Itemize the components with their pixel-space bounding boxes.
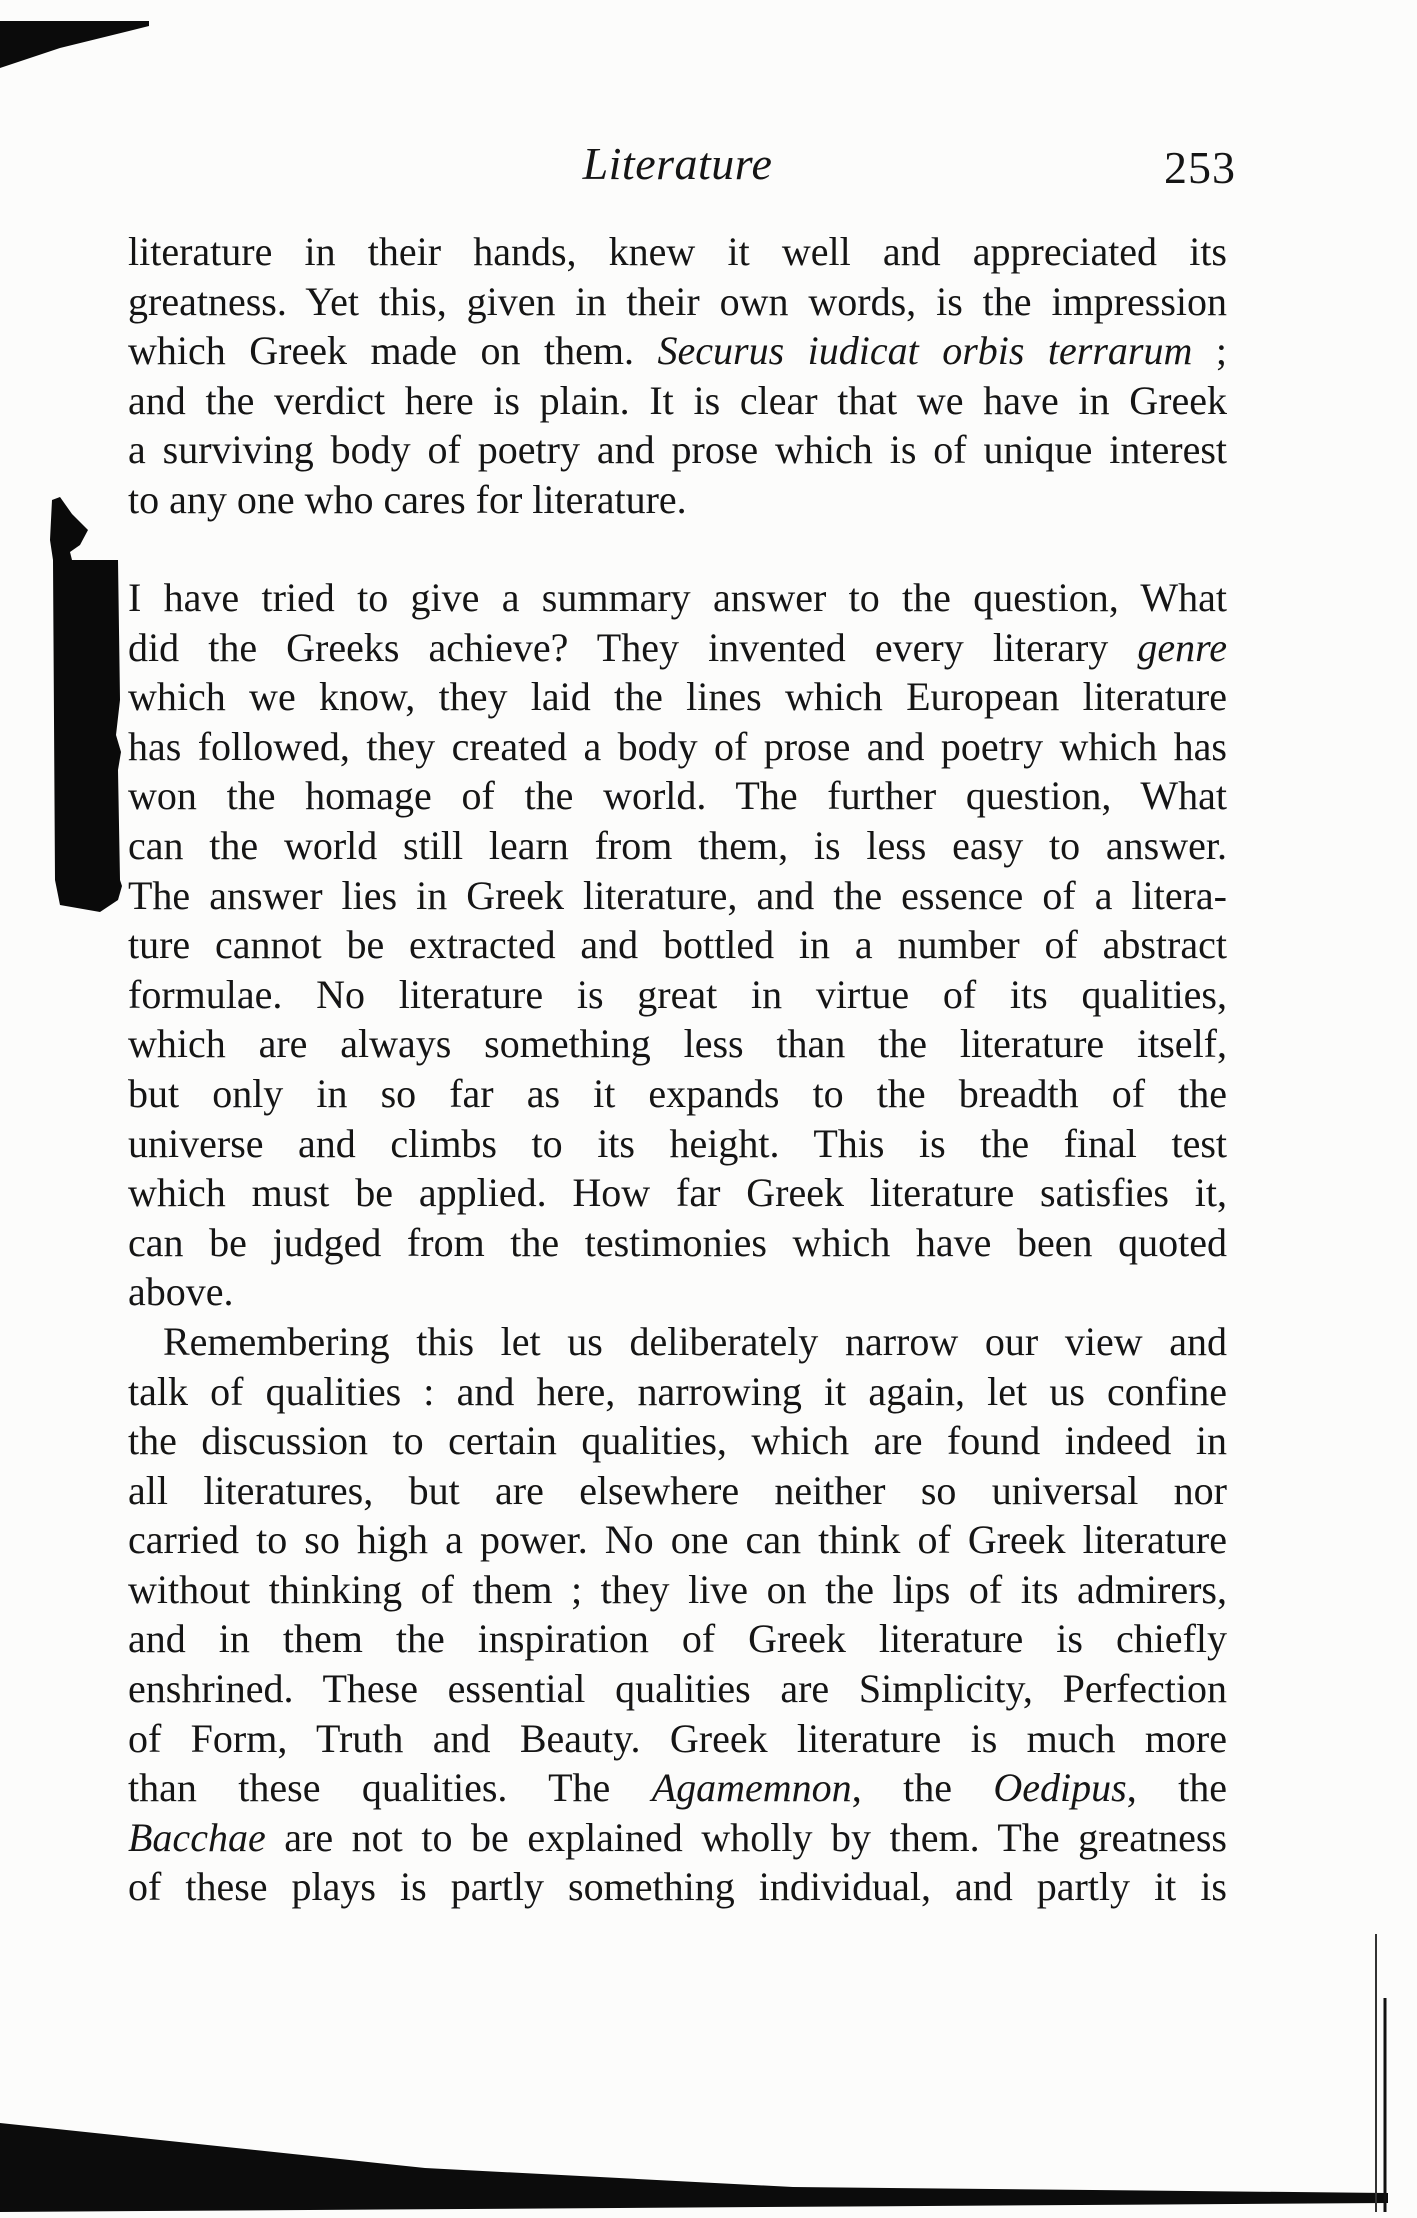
text-run: and in them the inspiration of Greek literature is chiefly bbox=[128, 1616, 1227, 1662]
text-block-upper bbox=[128, 227, 1227, 525]
text-run: are not to be explained wholly by them. The greatness bbox=[265, 1814, 1227, 1860]
text-run: did the Greeks achieve? They invented every literary bbox=[128, 624, 1138, 670]
text-line bbox=[128, 1614, 1227, 1664]
text-run: enshrined. These essential qualities are Simplicity, Perfection bbox=[128, 1666, 1227, 1712]
text-run: can the world still learn from them, is less easy to answer. bbox=[128, 822, 1227, 868]
text-line bbox=[128, 1168, 1227, 1218]
text-run: formulae. No literature is great in virtue of its qualities, bbox=[128, 971, 1227, 1017]
text-line bbox=[128, 970, 1227, 1020]
text-run: without thinking of them ; they live on the lips of its admirers, bbox=[128, 1566, 1227, 1612]
scan-shadow-left-margin bbox=[50, 497, 122, 912]
text-line bbox=[128, 1416, 1227, 1466]
text-line bbox=[128, 623, 1227, 673]
text-run: greatness. Yet this, given in their own words, is the impression bbox=[128, 278, 1227, 324]
text-run: which are always something less than the literature itself, bbox=[128, 1021, 1227, 1067]
text-run: a surviving body of poetry and prose which is of unique interest bbox=[128, 427, 1227, 473]
text-run: ture cannot be extracted and bottled in a number of abstract bbox=[128, 922, 1227, 968]
italic-text: Agamemnon bbox=[651, 1765, 852, 1811]
italic-text: Oedipus bbox=[993, 1765, 1127, 1811]
text-line bbox=[128, 1119, 1227, 1169]
text-run: but only in so far as it expands to the breadth of the bbox=[128, 1070, 1227, 1116]
text-line bbox=[128, 573, 1227, 623]
text-run: has followed, they created a body of prose and poetry which has bbox=[128, 723, 1227, 769]
text-run: , the bbox=[1126, 1765, 1227, 1811]
text-block-main bbox=[128, 573, 1227, 1912]
text-line bbox=[128, 1515, 1227, 1565]
text-line bbox=[128, 1367, 1227, 1417]
text-line bbox=[128, 1714, 1227, 1764]
text-line bbox=[128, 1069, 1227, 1119]
scan-shadow-top-left bbox=[0, 21, 149, 68]
italic-text: Securus iudicat orbis terrarum bbox=[657, 328, 1193, 374]
text-line bbox=[128, 1664, 1227, 1714]
running-head bbox=[128, 136, 1236, 192]
text-line bbox=[128, 1267, 1227, 1317]
text-run: won the homage of the world. The further question, What bbox=[128, 773, 1227, 819]
text-run: universe and climbs to its height. This is the final test bbox=[128, 1120, 1227, 1166]
text-line bbox=[128, 821, 1227, 871]
italic-text: Bacchae bbox=[128, 1814, 266, 1860]
text-run: of Form, Truth and Beauty. Greek literature is much more bbox=[128, 1715, 1227, 1761]
text-line bbox=[128, 1763, 1227, 1813]
page-number: 253 bbox=[1164, 142, 1236, 193]
text-run: The answer lies in Greek literature, and the essence of a litera- bbox=[128, 872, 1227, 918]
text-run: which we know, they laid the lines which European literature bbox=[128, 674, 1227, 720]
text-run: , the bbox=[851, 1765, 994, 1811]
text-run: and the verdict here is plain. It is clear that we have in Greek bbox=[128, 377, 1227, 423]
text-line bbox=[128, 722, 1227, 772]
text-run: ; bbox=[1192, 328, 1227, 374]
text-line bbox=[128, 227, 1227, 277]
text-run: to any one who cares for literature. bbox=[128, 476, 687, 522]
text-line bbox=[128, 1565, 1227, 1615]
text-run: literature in their hands, knew it well and appreciated its bbox=[128, 229, 1227, 274]
running-title: Literature bbox=[582, 138, 773, 189]
scan-shadow-bottom bbox=[0, 2123, 1388, 2212]
text-run: I have tried to give a summary answer to the question, What bbox=[128, 575, 1227, 620]
paragraph-3 bbox=[128, 1317, 1227, 1912]
text-line bbox=[128, 672, 1227, 722]
text-run: all literatures, but are elsewhere neither so universal nor bbox=[128, 1467, 1227, 1513]
text-run: the discussion to certain qualities, which are found indeed in bbox=[128, 1418, 1227, 1464]
text-line bbox=[128, 1218, 1227, 1268]
italic-text: genre bbox=[1137, 624, 1227, 670]
text-run: than these qualities. The bbox=[128, 1765, 652, 1811]
text-run: which Greek made on them. bbox=[128, 328, 658, 374]
text-line bbox=[128, 326, 1227, 376]
paragraph-1 bbox=[128, 227, 1227, 525]
text-line bbox=[128, 871, 1227, 921]
text-line bbox=[128, 277, 1227, 327]
text-run: can be judged from the testimonies which have been quoted bbox=[128, 1219, 1227, 1265]
text-line bbox=[128, 1466, 1227, 1516]
text-line bbox=[128, 771, 1227, 821]
text-run: which must be applied. How far Greek literature satisfies it, bbox=[128, 1170, 1227, 1216]
paragraph-2 bbox=[128, 573, 1227, 1317]
text-run: Remembering this let us deliberately narrow our view and bbox=[163, 1318, 1227, 1364]
text-line bbox=[128, 475, 1227, 525]
text-line bbox=[128, 376, 1227, 426]
text-line bbox=[128, 1862, 1227, 1912]
text-run: of these plays is partly something individual, and partly it is bbox=[128, 1864, 1227, 1910]
text-line bbox=[128, 1813, 1227, 1863]
text-run: talk of qualities : and here, narrowing it again, let us confine bbox=[128, 1368, 1227, 1414]
text-line bbox=[128, 920, 1227, 970]
text-line bbox=[128, 1019, 1227, 1069]
text-run: carried to so high a power. No one can think of Greek literature bbox=[128, 1517, 1227, 1563]
text-line bbox=[128, 1317, 1227, 1367]
text-line bbox=[128, 425, 1227, 475]
text-run: above. bbox=[128, 1269, 234, 1315]
